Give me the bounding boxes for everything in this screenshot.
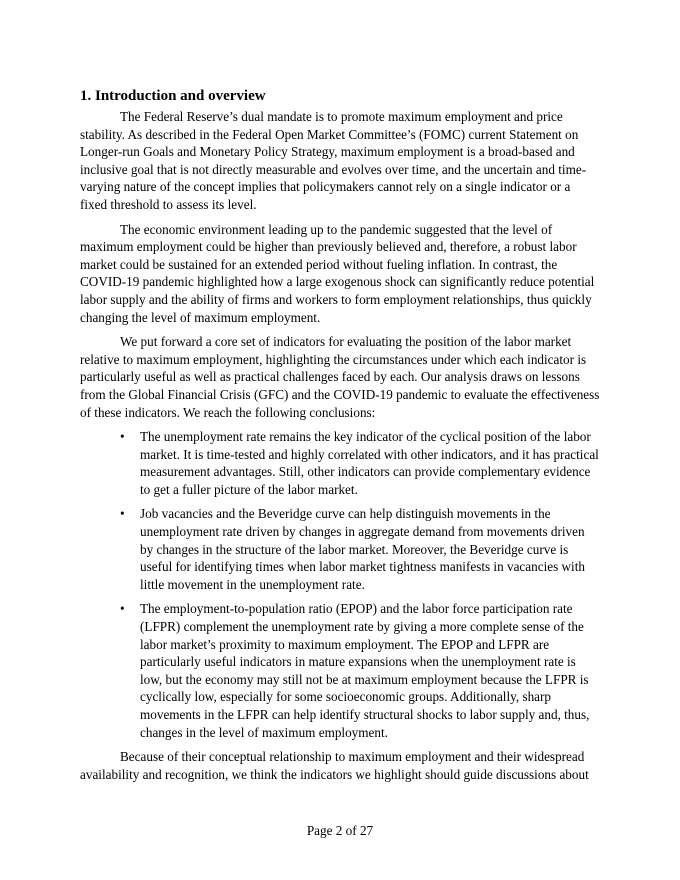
paragraph-dual-mandate: The Federal Reserve’s dual mandate is to promote maximum employment and price stability. As described in the Federal Open Market Committee’s (FOMC) current Statement on Longer-run Goals and Monetary Policy Strategy, maximum employment is a broad-based and inclusive goal that is not directly measurable and evolves over time, and the uncertain and time-varying nature of the concept implies that policymakers cannot rely on a single indicator or a fixed threshold to assess its level. bbox=[80, 109, 587, 212]
document-body bbox=[80, 86, 600, 790]
list-item bbox=[80, 428, 600, 498]
list-item bbox=[80, 505, 600, 593]
bullet-icon: • bbox=[120, 506, 125, 522]
section-heading: 1. Introduction and overview bbox=[80, 88, 266, 104]
bullet-icon: • bbox=[120, 601, 125, 617]
paragraph-pandemic-context: The economic environment leading up to the pandemic suggested that the level of maximum employment could be higher than previously believed and, therefore, a robust labor market could be sustained for an extended period without fueling inflation. In contrast, the COVID-19 pandemic highlighted how a large exogenous shock can significantly reduce potential labor supply and the ability of firms and workers to form employment relationships, thus quickly changing the level of maximum employment. bbox=[80, 221, 595, 325]
bullet-text-beveridge-curve: Job vacancies and the Beveridge curve can help distinguish movements in the unemployment rate driven by changes in aggregate demand from movements driven by changes in the structure of the labor market. Moreover, the Beveridge curve is useful for identifying times when labor market tightness manifests in vacancies with little movement in the unemployment rate. bbox=[140, 506, 585, 592]
bullet-text-epop-lfpr: The employment-to-population ratio (EPOP) and the labor force participation rate (LFPR) complement the unemployment rate by giving a more complete sense of the labor market’s proximity to maximum employment. The EPOP and LFPR are particularly useful indicators in mature expansions when the unemployment rate is low, but the economy may still not be at maximum employment because the LFPR is cyclically low, especially for some socioeconomic groups. Additionally, sharp movements in the LFPR can help identify structural shocks to labor supply and, thus, changes in the level of maximum employment. bbox=[140, 601, 590, 740]
page-number: Page 2 of 27 bbox=[306, 823, 374, 838]
paragraph-closing: Because of their conceptual relationship to maximum employment and their widespread availability and recognition, we think the indicators we highlight should guide discussions about bbox=[80, 749, 589, 782]
bullet-icon: • bbox=[120, 429, 125, 445]
bullet-text-unemployment-rate: The unemployment rate remains the key indicator of the cyclical position of the labor market. It is time-tested and highly correlated with other indicators, and it has practical measurement advantages. Still, other indicators can provide complementary evidence to get a fuller picture of the labor market. bbox=[140, 429, 599, 497]
paragraph-indicators-intro: We put forward a core set of indicators for evaluating the position of the labor market relative to maximum employment, highlighting the circumstances under which each indicator is particularly useful as well as practical challenges faced by each. Our analysis draws on lessons from the Global Financial Crisis (GFC) and the COVID-19 pandemic to evaluate the effectiveness of these indicators. We reach the following conclusions: bbox=[80, 334, 600, 420]
conclusions-list bbox=[80, 428, 600, 741]
list-item bbox=[80, 600, 600, 741]
